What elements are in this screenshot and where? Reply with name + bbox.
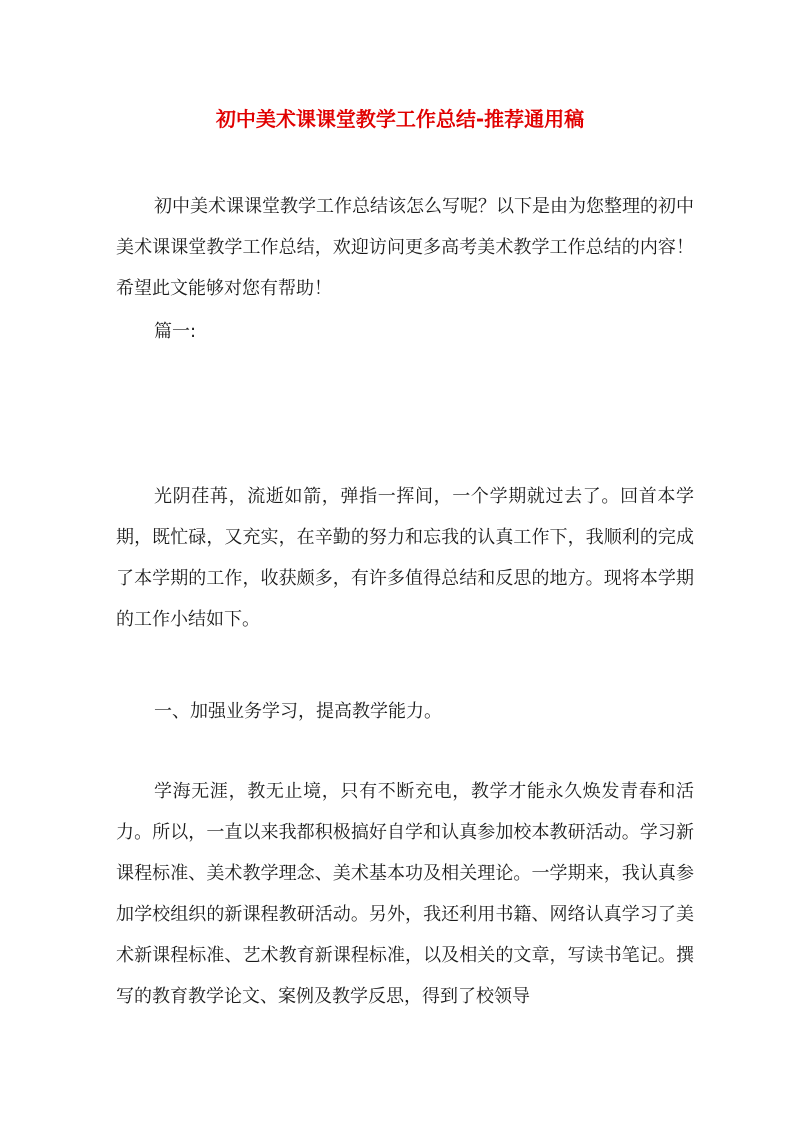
section-heading: 一、加强业务学习，提高教学能力。 — [154, 701, 442, 722]
document-title: 初中美术课课堂教学工作总结-推荐通用稿 — [215, 107, 585, 131]
intro-paragraph: 初中美术课课堂教学工作总结该怎么写呢？以下是由为您整理的初中美术课课堂教学工作总结，欢迎访问更多高考美术教学工作总结的内容！希望此文能够对您有帮助！ — [116, 196, 694, 299]
body-paragraph: 光阴荏苒，流逝如箭，弹指一挥间，一个学期就过去了。回首本学期，既忙碌，又充实，在辛勤的努力和忘我的认真工作下，我顺利的完成了本学期的工作，收获颇多，有许多值得总结和反思的地方。现将本学期的工作小结如下。 — [116, 486, 694, 630]
body-paragraph: 学海无涯，教无止境，只有不断充电，教学才能永久焕发青春和活力。所以，一直以来我都积极搞好自学和认真参加校本教研活动。学习新课程标准、美术教学理念、美术基本功及相关理论。一学期来，我认真参加学校组织的新课程教研活动。另外，我还利用书籍、网络认真学习了美术新课程标准、艺术教育新课程标准，以及相关的文章，写读书笔记。撰写的教育教学论文、案例及教学反思，得到了校领导 — [116, 781, 694, 1007]
section-label: 篇一: — [154, 321, 197, 342]
